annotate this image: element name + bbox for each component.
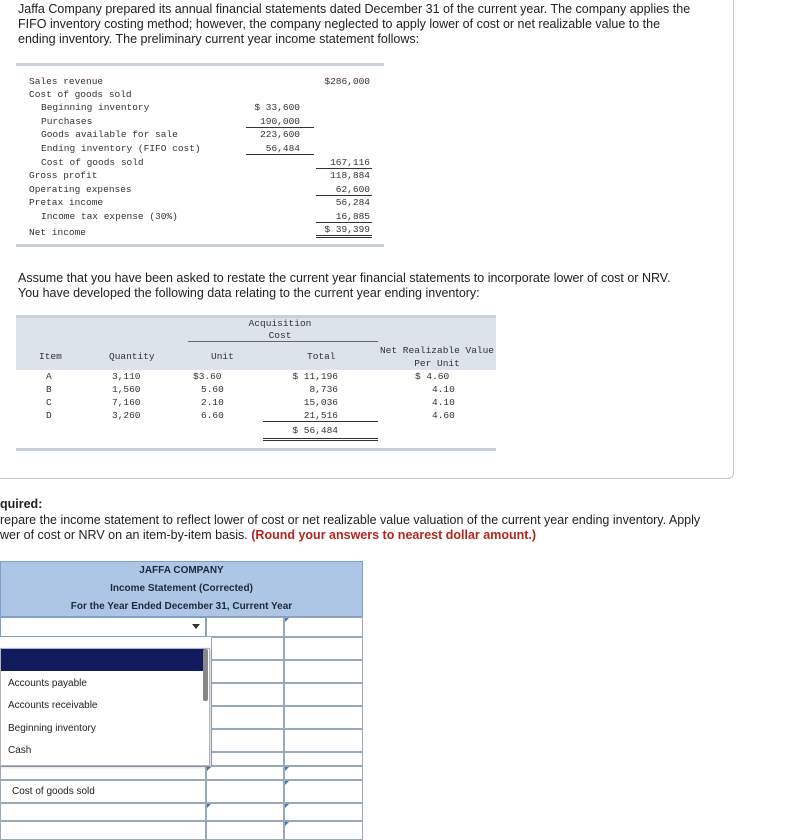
option-accounts-receivable[interactable]: Accounts receivable bbox=[8, 700, 98, 711]
amount-input-5a[interactable] bbox=[211, 706, 284, 729]
cogs-value bbox=[316, 157, 372, 169]
cogs-label: Cost of goods sold bbox=[41, 157, 144, 168]
amount-input-9a[interactable] bbox=[206, 780, 284, 803]
gross-profit-label: Gross profit bbox=[29, 170, 98, 181]
account-select-3[interactable] bbox=[0, 780, 206, 803]
row-c-total: 15,036 bbox=[303, 397, 338, 408]
goods-available-value: 223,600 bbox=[260, 129, 300, 140]
row-a-unit: $3.60 bbox=[193, 371, 222, 382]
account-select-1[interactable] bbox=[0, 617, 206, 637]
sales-revenue-value: $286,000 bbox=[324, 76, 370, 87]
assume-line-1: Assume that you have been asked to restate the current year financial statements to incorporate lower of cost or NRV. bbox=[18, 271, 671, 285]
sales-revenue-label: Sales revenue bbox=[29, 76, 104, 87]
amount-input-10a[interactable] bbox=[206, 803, 284, 821]
total-underline bbox=[263, 421, 378, 422]
required-line-2 bbox=[0, 528, 536, 542]
pretax-income-label: Pretax income bbox=[29, 197, 104, 208]
row-c-unit: 2.10 bbox=[201, 397, 224, 408]
input-marker-icon bbox=[207, 767, 211, 771]
net-income-value-text: $ 39,399 bbox=[324, 224, 370, 235]
intro-line-3: ending inventory. The preliminary current year income statement follows: bbox=[18, 32, 420, 46]
ending-inventory-value bbox=[246, 143, 314, 155]
input-marker-icon bbox=[285, 822, 289, 826]
operating-expenses-value-text: 62,600 bbox=[335, 184, 370, 195]
amount-input-6b[interactable] bbox=[284, 729, 363, 752]
inv-table-bottom-rule bbox=[16, 448, 496, 451]
account-select-5[interactable] bbox=[0, 821, 206, 840]
amount-input-9b[interactable] bbox=[284, 780, 363, 803]
amount-input-8a[interactable] bbox=[206, 766, 284, 780]
net-income-value bbox=[316, 224, 372, 238]
amount-input-6a[interactable] bbox=[211, 729, 284, 752]
acquisition-header-1: Acquisition bbox=[248, 318, 312, 329]
input-marker-icon bbox=[207, 804, 211, 808]
amount-input-3b[interactable] bbox=[284, 660, 363, 683]
dropdown-scrollbar[interactable] bbox=[203, 649, 208, 701]
net-income-label: Net income bbox=[29, 227, 87, 238]
row-a-qty: 3,110 bbox=[112, 371, 141, 382]
dropdown-highlighted-option[interactable] bbox=[1, 649, 205, 671]
cogs-value-text: 167,116 bbox=[330, 157, 370, 168]
row-b-qty: 1,560 bbox=[112, 384, 141, 395]
round-instruction: (Round your answers to nearest dollar amount.) bbox=[251, 528, 537, 542]
row-d-unit: 6.60 bbox=[201, 410, 224, 421]
chevron-down-icon bbox=[192, 624, 200, 629]
amount-input-5b[interactable] bbox=[284, 706, 363, 729]
pretax-income-value: 56,284 bbox=[335, 197, 370, 208]
input-marker-icon bbox=[285, 618, 289, 622]
ending-inventory-label: Ending inventory (FIFO cost) bbox=[41, 143, 201, 154]
income-tax-value bbox=[316, 211, 372, 223]
input-marker-icon bbox=[285, 781, 289, 785]
row-b-total: 8,736 bbox=[309, 384, 338, 395]
income-tax-label: Income tax expense (30%) bbox=[41, 211, 178, 222]
beginning-inventory-label: Beginning inventory bbox=[41, 102, 150, 113]
option-beginning-inventory[interactable]: Beginning inventory bbox=[8, 723, 96, 734]
amount-input-11a[interactable] bbox=[206, 821, 284, 840]
assume-line-2: You have developed the following data relating to the current year ending inventory: bbox=[18, 286, 480, 300]
row-b-nrv: 4.10 bbox=[432, 384, 455, 395]
intro-line-2: FIFO inventory costing method; however, the company neglected to apply lower of cost or net realizable value to the bbox=[18, 17, 661, 31]
cogs-header-label: Cost of goods sold bbox=[29, 89, 132, 100]
statement-company: JAFFA COMPANY bbox=[0, 561, 363, 581]
row-a-item: A bbox=[46, 371, 52, 382]
amount-input-4b[interactable] bbox=[284, 683, 363, 706]
exhibit-top-rule bbox=[16, 63, 384, 66]
statement-period: For the Year Ended December 31, Current Year bbox=[0, 598, 363, 617]
required-line-1: repare the income statement to reflect lower of cost or net realizable value valuation of the current year ending inventory. Apply bbox=[0, 513, 701, 527]
row-b-unit: 5.60 bbox=[201, 384, 224, 395]
option-accounts-payable[interactable]: Accounts payable bbox=[8, 678, 87, 689]
income-tax-value-text: 16,885 bbox=[335, 211, 370, 222]
row-d-nrv: 4.60 bbox=[432, 410, 455, 421]
beginning-inventory-value: $ 33,600 bbox=[254, 102, 300, 113]
acquisition-header-2: Cost bbox=[268, 330, 292, 341]
amount-input-8b[interactable] bbox=[284, 766, 363, 780]
purchases-label: Purchases bbox=[41, 116, 93, 127]
header-nrv-1: Net Realizable Value bbox=[379, 345, 495, 356]
purchases-value-text: 190,000 bbox=[260, 116, 300, 127]
amount-input-10b[interactable] bbox=[284, 803, 363, 821]
row-a-total: $ 11,196 bbox=[292, 371, 338, 382]
header-total: Total bbox=[307, 351, 336, 362]
amount-input-3a[interactable] bbox=[211, 660, 284, 683]
account-dropdown-list[interactable] bbox=[0, 648, 210, 766]
amount-input-1b[interactable] bbox=[284, 617, 363, 637]
amount-input-11b[interactable] bbox=[284, 821, 363, 840]
intro-line-1: Jaffa Company prepared its annual financial statements dated December 31 of the current year. The company applies the bbox=[18, 2, 691, 16]
cogs-select-label: Cost of goods sold bbox=[12, 786, 95, 797]
total-double-underline bbox=[263, 438, 378, 441]
amount-input-4a[interactable] bbox=[211, 683, 284, 706]
input-marker-icon bbox=[285, 767, 289, 771]
input-marker-icon bbox=[285, 804, 289, 808]
purchases-value bbox=[246, 116, 314, 128]
required-label: quired: bbox=[0, 497, 43, 511]
header-quantity: Quantity bbox=[109, 351, 155, 362]
gross-profit-value: 118,884 bbox=[330, 170, 370, 181]
header-nrv-2: Per Unit bbox=[414, 358, 460, 369]
ending-inventory-value-text: 56,484 bbox=[265, 143, 300, 154]
header-unit: Unit bbox=[211, 351, 234, 362]
required-line-2-text: wer of cost or NRV on an item-by-item basis. bbox=[0, 528, 248, 542]
header-item: Item bbox=[39, 351, 62, 362]
row-a-nrv: $ 4.60 bbox=[415, 371, 450, 382]
row-d-qty: 3,260 bbox=[112, 410, 141, 421]
amount-input-7a[interactable] bbox=[211, 752, 284, 766]
amount-input-2a[interactable] bbox=[211, 637, 284, 660]
grand-total-value: $ 56,484 bbox=[292, 425, 338, 436]
operating-expenses-value bbox=[316, 184, 372, 196]
row-d-total: 21,516 bbox=[303, 410, 338, 421]
amount-input-1a[interactable] bbox=[206, 617, 284, 637]
goods-available-label: Goods available for sale bbox=[41, 129, 178, 140]
operating-expenses-label: Operating expenses bbox=[29, 184, 132, 195]
row-c-nrv: 4.10 bbox=[432, 397, 455, 408]
row-c-qty: 7,160 bbox=[112, 397, 141, 408]
account-select-2[interactable] bbox=[0, 766, 206, 780]
exhibit-bottom-rule bbox=[16, 244, 384, 247]
row-c-item: C bbox=[46, 397, 52, 408]
amount-input-2b[interactable] bbox=[284, 637, 363, 660]
acquisition-underline bbox=[188, 341, 378, 342]
amount-input-7b[interactable] bbox=[284, 752, 363, 766]
statement-title: Income Statement (Corrected) bbox=[0, 580, 363, 599]
row-b-item: B bbox=[46, 384, 52, 395]
option-cash[interactable]: Cash bbox=[8, 745, 32, 756]
account-select-4[interactable] bbox=[0, 803, 206, 821]
row-d-item: D bbox=[46, 410, 52, 421]
